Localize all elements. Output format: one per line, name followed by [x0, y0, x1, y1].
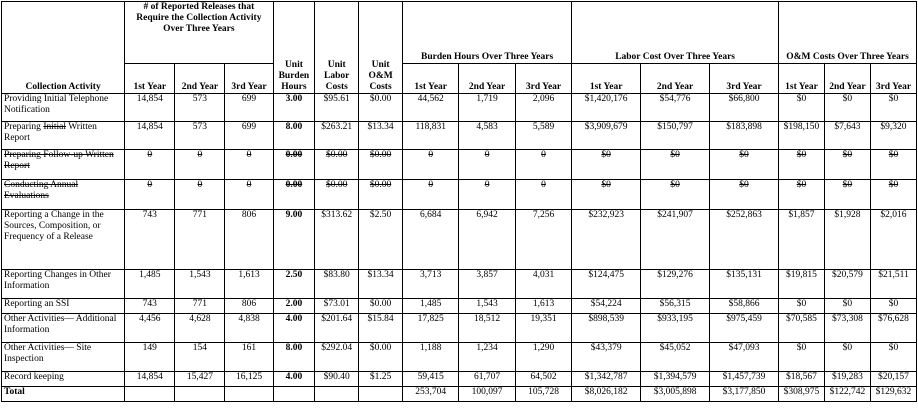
unit-hours-cell: 9.00 [273, 210, 315, 270]
activity-cell: Other Activities— Additional Information [2, 314, 125, 343]
activity-text: Written Report [4, 122, 97, 143]
burden-cell: 61,707 [459, 372, 515, 387]
burden-cell: 6,684 [403, 210, 459, 270]
header-year: 1st Year [403, 64, 459, 94]
om-cost-cell: $76,628 [870, 314, 916, 343]
labor-cost-cell: $0 [641, 150, 710, 180]
table-row-deleted [2, 150, 917, 180]
labor-cost-cell: $150,797 [641, 122, 710, 150]
unit-labor-cell: $83.80 [315, 270, 359, 299]
om-cost-cell: $198,150 [779, 122, 825, 150]
labor-cost-cell: $232,923 [572, 210, 641, 270]
om-cost-cell: $0 [824, 343, 870, 372]
burden-table [1, 1, 917, 402]
unit-labor-cell: $95.61 [315, 94, 359, 122]
releases-cell: 0 [175, 150, 225, 180]
om-cost-cell: $2,016 [870, 210, 916, 270]
labor-cost-cell: $252,863 [710, 210, 779, 270]
labor-cost-cell: $129,276 [641, 270, 710, 299]
unit-labor-cell: $0.00 [315, 150, 359, 180]
table-row [2, 94, 917, 122]
labor-cost-cell: $0 [710, 150, 779, 180]
releases-cell: 743 [125, 210, 175, 270]
burden-cell: 0 [459, 150, 515, 180]
unit-labor-cell: $73.01 [315, 299, 359, 314]
header-unit-om-costs: Unit O&M Costs [359, 2, 403, 94]
burden-cell: 0 [403, 150, 459, 180]
om-cost-cell: $0 [870, 299, 916, 314]
releases-cell: 699 [225, 122, 273, 150]
labor-cost-cell: $0 [710, 180, 779, 210]
om-cost-cell: $0 [779, 94, 825, 122]
burden-cell: 1,543 [459, 299, 515, 314]
om-cost-cell: $0 [870, 343, 916, 372]
empty-cell [273, 387, 315, 402]
total-om-cost-cell: $129,632 [870, 387, 916, 402]
labor-cost-cell: $56,315 [641, 299, 710, 314]
labor-cost-cell: $45,052 [641, 343, 710, 372]
releases-cell: 806 [225, 210, 273, 270]
unit-hours-cell: 3.00 [273, 94, 315, 122]
activity-text: Preparing [4, 122, 44, 132]
unit-labor-cell: $263.21 [315, 122, 359, 150]
labor-cost-cell: $0 [641, 180, 710, 210]
releases-cell: 15,427 [175, 372, 225, 387]
labor-cost-cell: $3,909,679 [572, 122, 641, 150]
releases-cell: 161 [225, 343, 273, 372]
total-labor-cost-cell: $3,005,898 [641, 387, 710, 402]
labor-cost-cell: $135,131 [710, 270, 779, 299]
burden-cell: 2,096 [515, 94, 571, 122]
om-cost-cell: $0 [779, 299, 825, 314]
labor-cost-cell: $898,539 [572, 314, 641, 343]
om-cost-cell: $0 [870, 94, 916, 122]
labor-cost-cell: $0 [572, 150, 641, 180]
releases-cell: 573 [175, 122, 225, 150]
header-labor-cost: Labor Cost Over Three Years [572, 2, 779, 64]
releases-cell: 0 [175, 180, 225, 210]
labor-cost-cell: $241,907 [641, 210, 710, 270]
om-cost-cell: $19,283 [824, 372, 870, 387]
om-cost-cell: $20,157 [870, 372, 916, 387]
header-unit-burden-hours: Unit Burden Hours [273, 2, 315, 94]
unit-hours-cell: 2.50 [273, 270, 315, 299]
burden-cell: 1,188 [403, 343, 459, 372]
unit-labor-cell: $313.62 [315, 210, 359, 270]
activity-cell: Reporting an SSI [2, 299, 125, 314]
om-cost-cell: $18,567 [779, 372, 825, 387]
table-row [2, 299, 917, 314]
total-label: Total [2, 387, 125, 402]
burden-cell: 5,589 [515, 122, 571, 150]
table-row [2, 122, 917, 150]
labor-cost-cell: $975,459 [710, 314, 779, 343]
om-cost-cell: $70,585 [779, 314, 825, 343]
releases-cell: 771 [175, 210, 225, 270]
burden-cell: 17,825 [403, 314, 459, 343]
header-year: 3rd Year [515, 64, 571, 94]
header-year: 2nd Year [175, 64, 225, 94]
labor-cost-cell: $124,475 [572, 270, 641, 299]
releases-cell: 16,125 [225, 372, 273, 387]
releases-cell: 573 [175, 94, 225, 122]
table-row [2, 270, 917, 299]
total-burden-cell: 105,728 [515, 387, 571, 402]
releases-cell: 149 [125, 343, 175, 372]
om-cost-cell: $7,643 [824, 122, 870, 150]
releases-cell: 1,543 [175, 270, 225, 299]
unit-labor-cell: $90.40 [315, 372, 359, 387]
unit-om-cell: $0.00 [359, 150, 403, 180]
burden-cell: 0 [515, 180, 571, 210]
om-cost-cell: $0 [824, 299, 870, 314]
releases-cell: 699 [225, 94, 273, 122]
om-cost-cell: $0 [870, 150, 916, 180]
releases-cell: 154 [175, 343, 225, 372]
om-cost-cell: $19,815 [779, 270, 825, 299]
labor-cost-cell: $54,224 [572, 299, 641, 314]
header-year: 2nd Year [641, 64, 710, 94]
burden-cell: 1,485 [403, 299, 459, 314]
unit-hours-cell: 4.00 [273, 314, 315, 343]
header-om-costs: O&M Costs Over Three Years [779, 2, 917, 64]
om-cost-cell: $0 [779, 180, 825, 210]
burden-cell: 1,290 [515, 343, 571, 372]
om-cost-cell: $0 [824, 94, 870, 122]
om-cost-cell: $20,579 [824, 270, 870, 299]
labor-cost-cell: $1,394,579 [641, 372, 710, 387]
unit-labor-cell: $0.00 [315, 180, 359, 210]
burden-cell: 0 [403, 180, 459, 210]
header-year: 1st Year [779, 64, 825, 94]
header-year: 3rd Year [710, 64, 779, 94]
unit-om-cell: $1.25 [359, 372, 403, 387]
burden-cell: 4,031 [515, 270, 571, 299]
om-cost-cell: $21,511 [870, 270, 916, 299]
burden-cell: 3,857 [459, 270, 515, 299]
burden-cell: 118,831 [403, 122, 459, 150]
activity-cell: Reporting Changes in Other Information [2, 270, 125, 299]
unit-labor-cell: $292.04 [315, 343, 359, 372]
burden-cell: 44,562 [403, 94, 459, 122]
header-unit-labor-costs: Unit Labor Costs [315, 2, 359, 94]
burden-cell: 6,942 [459, 210, 515, 270]
labor-cost-cell: $66,800 [710, 94, 779, 122]
releases-cell: 4,456 [125, 314, 175, 343]
unit-om-cell: $0.00 [359, 180, 403, 210]
releases-cell: 0 [225, 150, 273, 180]
header-year: 2nd Year [459, 64, 515, 94]
empty-cell [125, 387, 175, 402]
burden-cell: 1,234 [459, 343, 515, 372]
activity-cell [2, 122, 125, 150]
burden-cell: 18,512 [459, 314, 515, 343]
om-cost-cell: $0 [824, 180, 870, 210]
header-year: 2nd Year [824, 64, 870, 94]
om-cost-cell: $1,857 [779, 210, 825, 270]
unit-hours-cell: 0.00 [273, 180, 315, 210]
burden-cell: 7,256 [515, 210, 571, 270]
unit-hours-cell: 4.00 [273, 372, 315, 387]
labor-cost-cell: $0 [572, 180, 641, 210]
header-burden-hours: Burden Hours Over Three Years [403, 2, 572, 64]
burden-cell: 64,502 [515, 372, 571, 387]
header-year: 1st Year [572, 64, 641, 94]
total-labor-cost-cell: $3,177,850 [710, 387, 779, 402]
releases-cell: 1,613 [225, 270, 273, 299]
releases-cell: 14,854 [125, 94, 175, 122]
header-year: 1st Year [125, 64, 175, 94]
unit-om-cell: $13.34 [359, 122, 403, 150]
releases-cell: 1,485 [125, 270, 175, 299]
burden-cell: 0 [459, 180, 515, 210]
activity-cell: Conducting Annual Evaluations [2, 180, 125, 210]
burden-cell: 19,351 [515, 314, 571, 343]
empty-cell [359, 387, 403, 402]
activity-struck-text: Initial [43, 122, 67, 132]
total-om-cost-cell: $308,975 [779, 387, 825, 402]
labor-cost-cell: $54,776 [641, 94, 710, 122]
unit-hours-cell: 8.00 [273, 343, 315, 372]
labor-cost-cell: $933,195 [641, 314, 710, 343]
labor-cost-cell: $47,093 [710, 343, 779, 372]
releases-cell: 806 [225, 299, 273, 314]
table-row [2, 343, 917, 372]
total-burden-cell: 253,704 [403, 387, 459, 402]
empty-cell [225, 387, 273, 402]
releases-cell: 14,854 [125, 122, 175, 150]
activity-cell: Record keeping [2, 372, 125, 387]
om-cost-cell: $73,308 [824, 314, 870, 343]
activity-cell: Providing Initial Telephone Notification [2, 94, 125, 122]
unit-hours-cell: 8.00 [273, 122, 315, 150]
table-row [2, 372, 917, 387]
burden-cell: 3,713 [403, 270, 459, 299]
om-cost-cell: $0 [779, 343, 825, 372]
unit-om-cell: $0.00 [359, 299, 403, 314]
total-burden-cell: 100,097 [459, 387, 515, 402]
om-cost-cell: $0 [779, 150, 825, 180]
releases-cell: 771 [175, 299, 225, 314]
releases-cell: 0 [125, 150, 175, 180]
total-row [2, 387, 917, 402]
unit-labor-cell: $201.64 [315, 314, 359, 343]
burden-cell: 1,719 [459, 94, 515, 122]
labor-cost-cell: $43,379 [572, 343, 641, 372]
unit-om-cell: $0.00 [359, 343, 403, 372]
releases-cell: 0 [125, 180, 175, 210]
table-row [2, 314, 917, 343]
activity-cell: Other Activities— Site Inspection [2, 343, 125, 372]
header-year: 3rd Year [225, 64, 273, 94]
unit-om-cell: $15.84 [359, 314, 403, 343]
labor-cost-cell: $1,457,739 [710, 372, 779, 387]
om-cost-cell: $1,928 [824, 210, 870, 270]
activity-cell: Preparing Follow-up Written Report [2, 150, 125, 180]
burden-cell: 59,415 [403, 372, 459, 387]
empty-cell [315, 387, 359, 402]
burden-cell: 4,583 [459, 122, 515, 150]
unit-om-cell: $13.34 [359, 270, 403, 299]
releases-cell: 14,854 [125, 372, 175, 387]
om-cost-cell: $0 [870, 180, 916, 210]
unit-om-cell: $2.50 [359, 210, 403, 270]
table-row-deleted [2, 180, 917, 210]
unit-hours-cell: 0.00 [273, 150, 315, 180]
releases-cell: 0 [225, 180, 273, 210]
header-year: 3rd Year [870, 64, 916, 94]
header-collection-activity: Collection Activity [2, 2, 125, 94]
unit-hours-cell: 2.00 [273, 299, 315, 314]
om-cost-cell: $0 [824, 150, 870, 180]
labor-cost-cell: $1,420,176 [572, 94, 641, 122]
header-reported-releases: # of Reported Releases that Require the Collection Activity Over Three Years [125, 2, 273, 64]
activity-cell: Reporting a Change in the Sources, Composition, or Frequency of a Release [2, 210, 125, 270]
total-om-cost-cell: $122,742 [824, 387, 870, 402]
labor-cost-cell: $1,342,787 [572, 372, 641, 387]
releases-cell: 4,838 [225, 314, 273, 343]
releases-cell: 4,628 [175, 314, 225, 343]
labor-cost-cell: $183,898 [710, 122, 779, 150]
total-labor-cost-cell: $8,026,182 [572, 387, 641, 402]
unit-om-cell: $0.00 [359, 94, 403, 122]
table-row [2, 210, 917, 270]
empty-cell [175, 387, 225, 402]
releases-cell: 743 [125, 299, 175, 314]
burden-cell: 1,613 [515, 299, 571, 314]
labor-cost-cell: $58,866 [710, 299, 779, 314]
burden-cell: 0 [515, 150, 571, 180]
om-cost-cell: $9,320 [870, 122, 916, 150]
